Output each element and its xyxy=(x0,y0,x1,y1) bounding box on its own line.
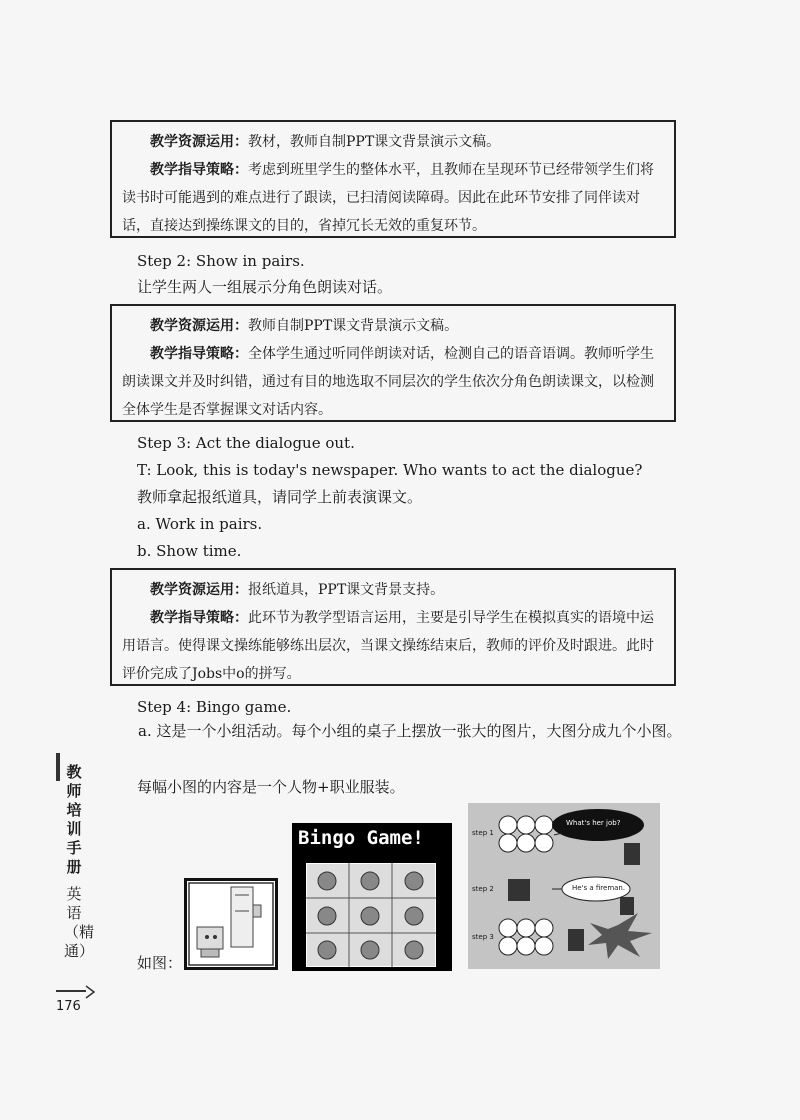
strategy-line xyxy=(122,156,666,240)
bingo-grid-image xyxy=(306,863,436,967)
step-3-label: step 3 xyxy=(472,933,494,941)
book-subtitle: 英语（精通） xyxy=(64,885,95,960)
strategy-box-2 xyxy=(110,304,676,422)
steps-illustration xyxy=(468,803,660,969)
bingo-title: Bingo Game! xyxy=(298,827,424,849)
step3-item-b: b. Show time. xyxy=(137,542,242,560)
worker-uniform-image xyxy=(187,881,275,967)
step3-teacher-line: T: Look, this is today's newspaper. Who wants to act the dialogue? xyxy=(137,461,643,479)
strategy-text: 此环节为教学型语言运用，主要是引导学生在模拟真实的语境中运用语言。使得课文操练能够练出层次，当课文操练结束后，教师的评价及时跟进。此时评价完成了Jobs中o的拼写。 xyxy=(122,610,654,682)
resource-line xyxy=(122,312,666,340)
resource-label: 教学资源运用： xyxy=(150,318,248,334)
steps-figure xyxy=(468,803,660,969)
step3-cn-line: 教师拿起报纸道具，请同学上前表演课文。 xyxy=(137,488,423,506)
strategy-label: 教学指导策略： xyxy=(150,346,248,362)
page-divider xyxy=(56,990,86,992)
strategy-text: 考虑到班里学生的整体水平，且教师在呈现环节已经带领学生们将读书时可能遇到的难点进行了跟读，已扫清阅读障碍。因此在此环节安排了同伴读对话，直接达到操练课文的目的，省掉冗长无效的重复环节。 xyxy=(122,162,654,234)
step-1-label: step 1 xyxy=(472,829,494,837)
step3-item-a: a. Work in pairs. xyxy=(137,515,263,533)
resource-text: 报纸道具，PPT课文背景支持。 xyxy=(248,582,445,598)
strategy-text: 全体学生通过听同伴朗读对话，检测自己的语音语调。教师听学生朗读课文并及时纠错，通过有目的地选取不同层次的学生依次分角色朗读课文，以检测全体学生是否掌握课文对话内容。 xyxy=(122,346,654,418)
book-title: 教师培训手册 xyxy=(66,763,82,876)
chevron-right-icon xyxy=(84,985,96,999)
strategy-box-3 xyxy=(110,568,676,686)
step3-title: Step 3: Act the dialogue out. xyxy=(137,434,355,452)
strategy-line xyxy=(122,340,666,424)
sidebar-bar-top xyxy=(56,753,60,781)
step4-item-a: a. 这是一个小组活动。每个小组的桌子上摆放一张大的图片，大图分成九个小图。 xyxy=(138,722,682,740)
strategy-line xyxy=(122,604,666,688)
resource-line xyxy=(122,576,666,604)
step-2-label: step 2 xyxy=(472,885,494,893)
answer-bubble-text: He's a fireman. xyxy=(572,884,626,892)
step4-title: Step 4: Bingo game. xyxy=(137,698,292,716)
step2-title: Step 2: Show in pairs. xyxy=(137,252,305,270)
question-bubble-text: What's her job? xyxy=(566,819,621,827)
bingo-board-figure xyxy=(292,823,452,971)
resource-text: 教师自制PPT课文背景演示文稿。 xyxy=(248,318,459,334)
resource-label: 教学资源运用： xyxy=(150,134,248,150)
page-number: 176 xyxy=(56,999,81,1014)
step2-desc: 让学生两人一组展示分角色朗读对话。 xyxy=(137,278,393,296)
step4-item-b: 每幅小图的内容是一个人物+职业服装。 xyxy=(137,778,405,796)
strategy-box-1 xyxy=(110,120,676,238)
strategy-label: 教学指导策略： xyxy=(150,610,248,626)
figure-label: 如图： xyxy=(137,954,183,972)
card-figure xyxy=(184,878,278,970)
resource-line xyxy=(122,128,666,156)
resource-label: 教学资源运用： xyxy=(150,582,248,598)
strategy-label: 教学指导策略： xyxy=(150,162,248,178)
resource-text: 教材，教师自制PPT课文背景演示文稿。 xyxy=(248,134,501,150)
